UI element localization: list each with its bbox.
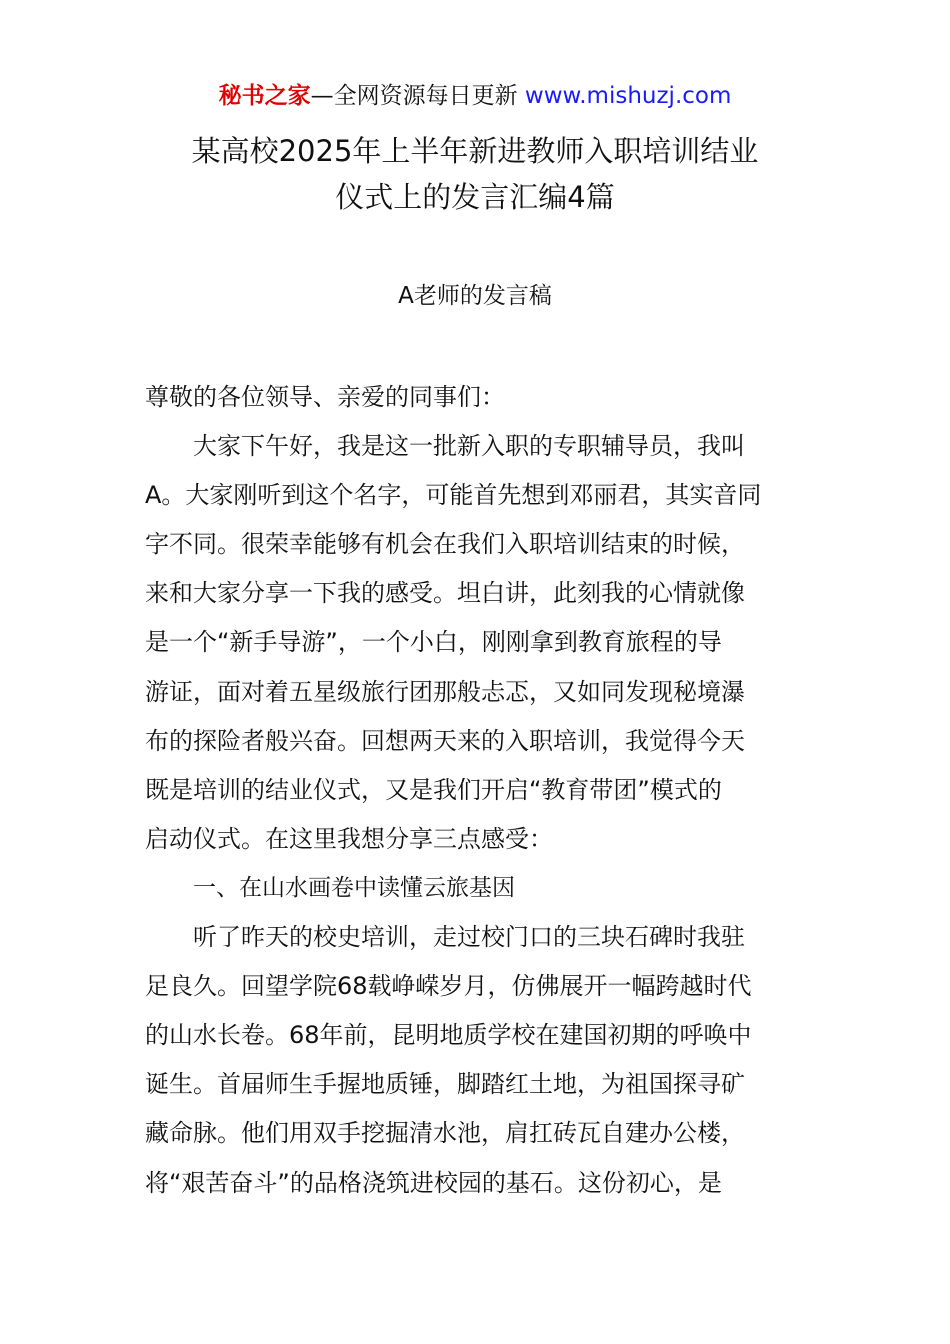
site-brand: 秘书之家: [218, 83, 311, 109]
body-line: 大家下午好，我是这一批新入职的专职辅导员，我叫: [193, 432, 745, 461]
body-line: A。大家刚听到这个名字，可能首先想到邓丽君，其实音同: [145, 481, 762, 510]
body-line: 来和大家分享一下我的感受。坦白讲，此刻我的心情就像: [145, 579, 745, 608]
site-header: [0, 80, 950, 112]
body-line: 藏命脉。他们用双手挖掘清水池，肩扛砖瓦自建办公楼，: [145, 1119, 745, 1148]
body-line: 字不同。很荣幸能够有机会在我们入职培训结束的时候，: [145, 530, 745, 559]
salutation-line: 尊敬的各位领导、亲爱的同事们：: [145, 383, 505, 411]
speech-subtitle: A老师的发言稿: [398, 283, 552, 309]
speech-body: [145, 377, 825, 1212]
body-line: 既是培训的结业仪式，又是我们开启“教育带团”模式的: [145, 775, 722, 804]
body-line: 布的探险者般兴奋。回想两天来的入职培训，我觉得今天: [145, 726, 745, 755]
body-line: 是一个“新手导游”，一个小白，刚刚拿到教育旅程的导: [145, 628, 722, 657]
body-line: 听了昨天的校史培训，走过校门口的三块石碑时我驻: [193, 923, 745, 952]
body-line: 将“艰苦奋斗”的品格浇筑进校园的基石。这份初心，是: [145, 1168, 722, 1197]
section-heading: 一、在山水画卷中读懂云旅基因: [193, 874, 515, 901]
body-line: 诞生。首届师生手握地质锤，脚踏红土地，为祖国探寻矿: [145, 1070, 745, 1099]
document-title-line-1: 某高校2025年上半年新进教师入职培训结业: [191, 134, 759, 168]
body-line: 游证，面对着五星级旅行团那般忐忑，又如同发现秘境瀑: [145, 677, 745, 706]
body-line: 启动仪式。在这里我想分享三点感受：: [145, 824, 553, 853]
site-tagline: —全网资源每日更新: [310, 83, 518, 109]
site-url-link[interactable]: www.mishuzj.com: [524, 83, 732, 109]
document-title-line-2: 仪式上的发言汇编4篇: [335, 180, 615, 214]
body-line: 足良久。回望学院68载峥嵘岁月，仿佛展开一幅跨越时代: [145, 972, 752, 1001]
body-line: 的山水长卷。68年前，昆明地质学校在建国初期的呼唤中: [145, 1021, 752, 1050]
